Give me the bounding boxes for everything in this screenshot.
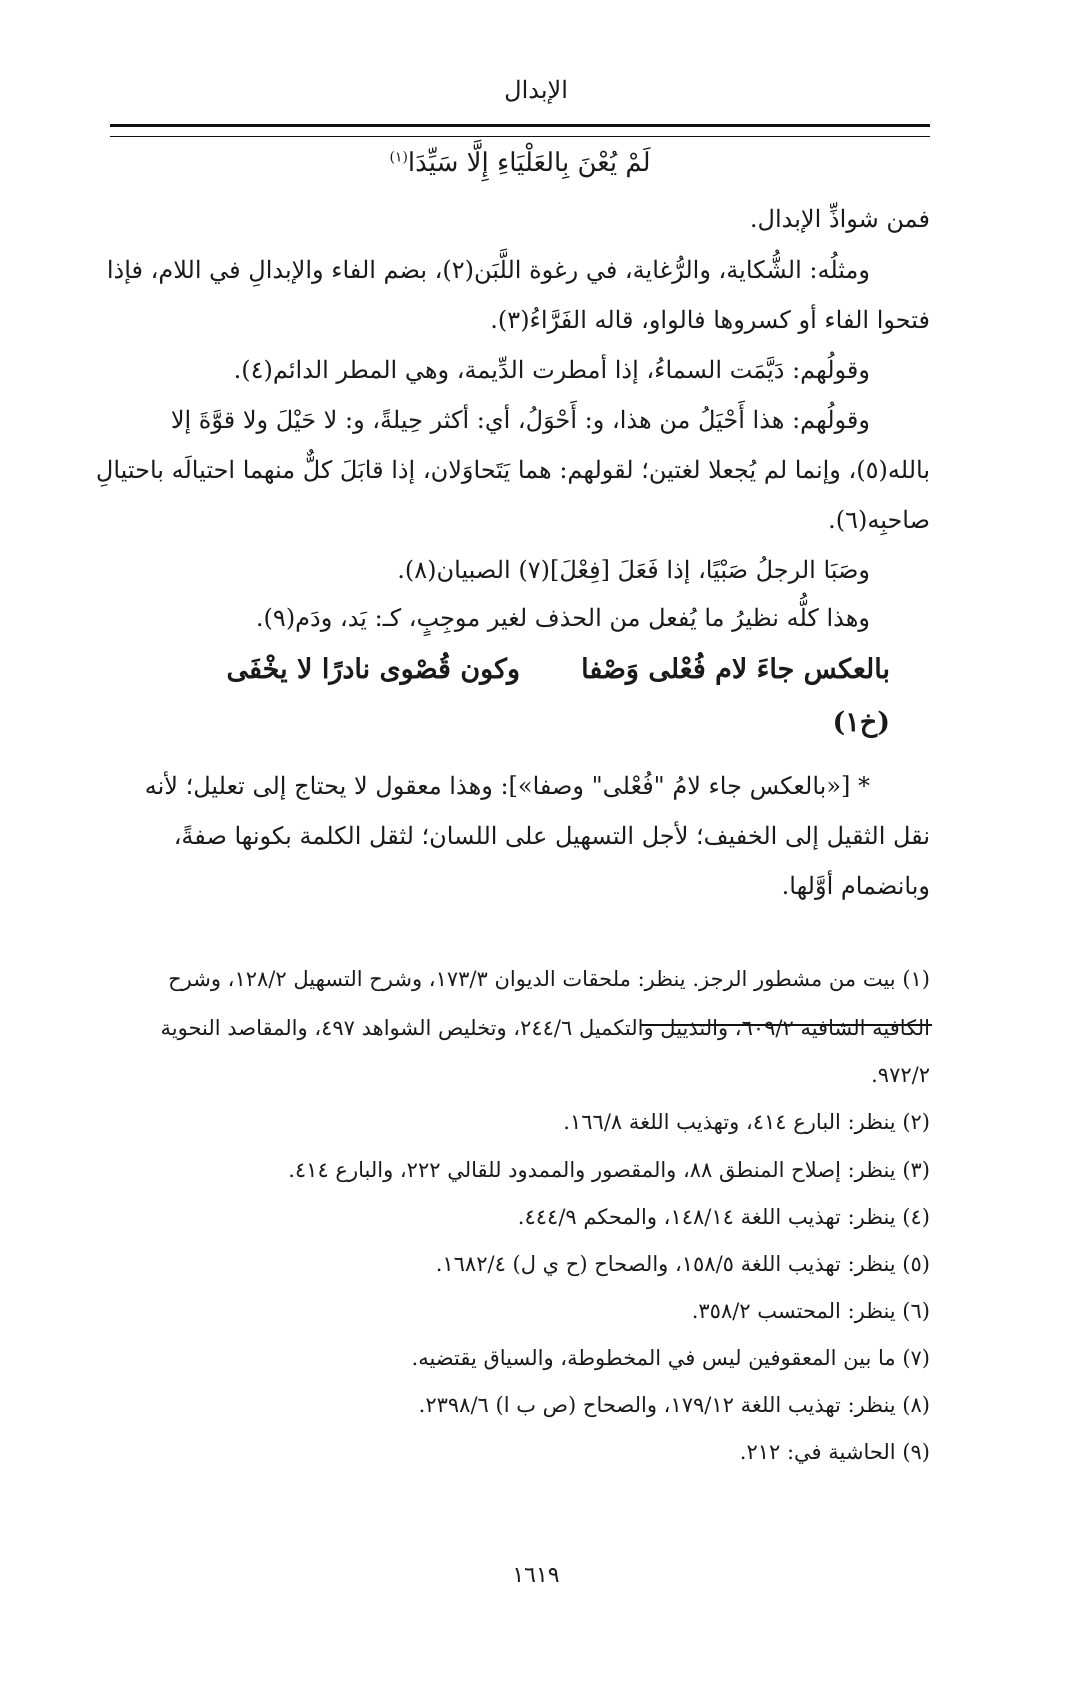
footnote-line: ٩٧٢/٢. xyxy=(871,1063,930,1087)
manuscript-marker: (خ١) xyxy=(832,707,890,738)
footnote-line: (٩) الحاشية في: ٢١٢. xyxy=(739,1440,930,1464)
verse-text: لَمْ يُعْنَ بِالعَلْيَاءِ إِلَّا سَيِّدَا xyxy=(407,148,651,178)
verse-line xyxy=(110,148,930,178)
verse-note: (١) xyxy=(389,149,408,166)
footnote-line: (٣) ينظر: إصلاح المنطق ٨٨، والمقصور والممدود للقالي ٢٢٢، والبارع ٤١٤. xyxy=(288,1158,930,1182)
paragraph-line: وقولُهم: هذا أَحْيَلُ من هذا، و: أَحْوَلُ، أي: أكثر حِيلةً، و: لا حَيْلَ ولا قوَّةَ إلا xyxy=(170,406,870,434)
footnote-line: (١) بيت من مشطور الرجز. ينظر: ملحقات الديوان ١٧٣/٣، وشرح التسهيل ١٢٨/٢، وشرح xyxy=(168,967,930,991)
paragraph-line: فتحوا الفاء أو كسروها فالواو، قاله الفَرَّاءُ(٣). xyxy=(490,306,930,334)
footnote-line: (٨) ينظر: تهذيب اللغة ١٧٩/١٢، والصحاح (ص ب ا) ٢٣٩٨/٦. xyxy=(418,1393,930,1417)
header-rule-thick xyxy=(110,124,930,127)
matn-hemistich-right: بالعكس جاءَ لام فُعْلى وَصْفا xyxy=(581,654,890,685)
page-number: ١٦١٩ xyxy=(512,1563,560,1588)
paragraph-line: وصَبَا الرجلُ صَبْيًا، إذا فَعَلَ [فِعْلَ](٧) الصبيان(٨). xyxy=(397,556,870,584)
footnote-line: (٧) ما بين المعقوفين ليس في المخطوطة، والسياق يقتضيه. xyxy=(411,1346,930,1370)
running-header: الإبدال xyxy=(504,76,568,104)
footnote-line: (٥) ينظر: تهذيب اللغة ١٥٨/٥، والصحاح (ح ي ل) ١٦٨٢/٤. xyxy=(435,1252,930,1276)
paragraph-line: * [«بالعكس جاء لامُ "فُعْلى" وصفا»]: وهذا معقول لا يحتاج إلى تعليل؛ لأنه xyxy=(144,772,870,800)
paragraph-line: ومثلُه: الشُّكاية، والرُّغاية، في رغوة اللَّبَن(٢)، بضم الفاء والإبدالِ في اللام، فإذا xyxy=(106,256,870,284)
matn-hemistich-left: وكون قُصْوى نادرًا لا يخْفَى xyxy=(226,654,520,685)
footnote-line: (٤) ينظر: تهذيب اللغة ١٤٨/١٤، والمحكم ٤٤٤/٩. xyxy=(517,1205,930,1229)
paragraph-line: فمن شواذِّ الإبدال. xyxy=(749,205,930,233)
paragraph-line: بالله(٥)، وإنما لم يُجعلا لغتين؛ لقولهم: هما يَتَحاوَلان، إذا قابَلَ كلٌّ منهما احتيالَه باحتيالِ xyxy=(95,456,930,484)
paragraph-line: صاحبِه(٦). xyxy=(828,506,930,534)
header-rule-thin xyxy=(110,136,930,137)
footnote-line: (٢) ينظر: البارع ٤١٤، وتهذيب اللغة ١٦٦/٨. xyxy=(563,1110,930,1134)
footnote-line: الكافية الشافية ٦٠٩/٢، والتذييل والتكميل ٢٤٤/٦، وتخليص الشواهد ٤٩٧، والمقاصد النحوية xyxy=(160,1016,930,1040)
paragraph-line: وهذا كلُّه نظيرُ ما يُفعل من الحذف لغير موجِبٍ، كـ: يَد، ودَم(٩). xyxy=(255,604,870,632)
paragraph-line: وقولُهم: دَيَّمَت السماءُ، إذا أمطرت الدِّيمة، وهي المطر الدائم(٤). xyxy=(233,356,870,384)
paragraph-line: نقل الثقيل إلى الخفيف؛ لأجل التسهيل على اللسان؛ لثقل الكلمة بكونها صفةً، xyxy=(173,822,930,850)
paragraph-line: وبانضمام أوَّلها. xyxy=(781,872,930,900)
footnote-line: (٦) ينظر: المحتسب ٣٥٨/٢. xyxy=(691,1299,930,1323)
